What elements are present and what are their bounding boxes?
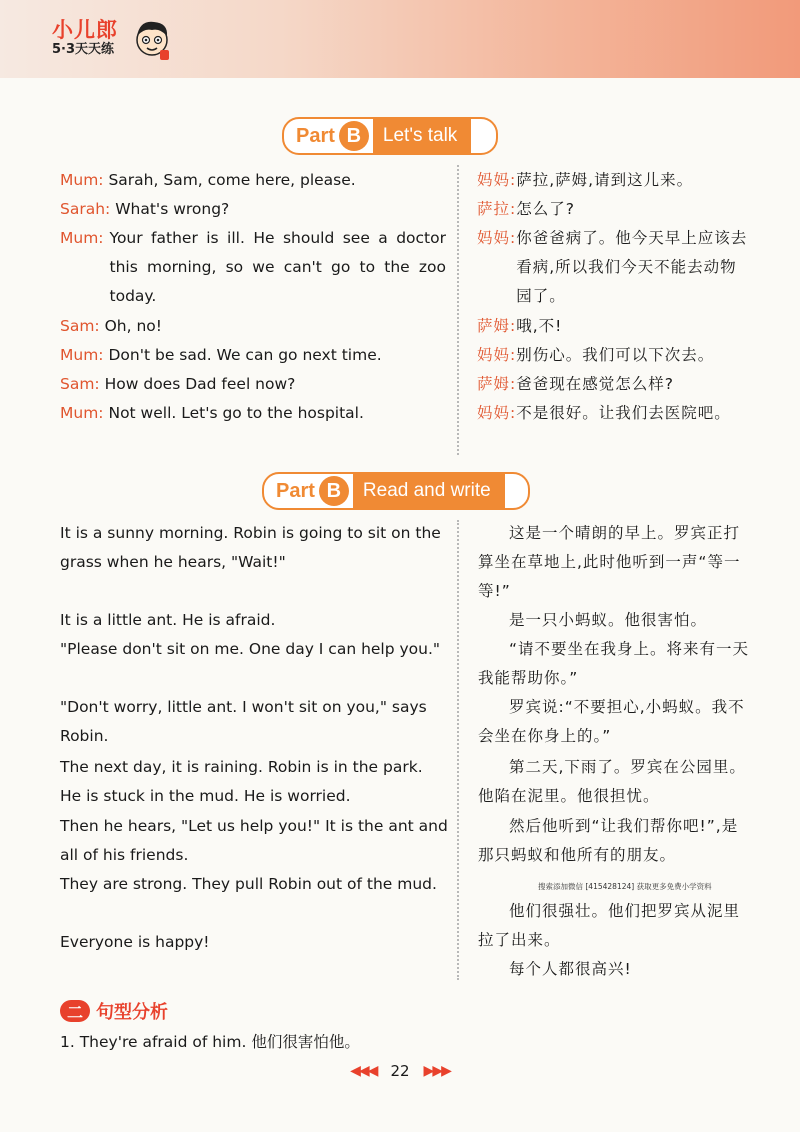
story-paragraph-cn: 是一只小蚂蚁。他很害怕。 (509, 611, 708, 629)
story-paragraph-cn: 然后他听到“让我们帮你吧!”,是那只蚂蚁和他所有的朋友。 (478, 817, 739, 864)
dialogue-line-cn (477, 166, 752, 195)
story-paragraph-cn: 第二天,下雨了。罗宾在公园里。他陷在泥里。他很担忧。 (478, 758, 746, 805)
dialogue-line-cn (477, 341, 752, 370)
story-paragraph: They are strong. They pull Robin out of the mud. (60, 875, 437, 893)
speaker-label: Mum: (60, 229, 104, 247)
speaker-label: Sam: (60, 317, 100, 335)
part-label: Part (276, 479, 315, 502)
speaker-label: Sam: (60, 375, 100, 393)
story-paragraph: It is a little ant. He is afraid. (60, 611, 276, 629)
dialogue-text: 爸爸现在感觉怎么样? (516, 375, 674, 393)
dialogue-line (60, 341, 446, 370)
dialogue-text: 萨拉,萨姆,请到这儿来。 (516, 171, 694, 189)
section-title: Let's talk (373, 119, 471, 153)
speaker-label: Mum: (60, 171, 104, 189)
story-paragraph: "Please don't sit on me. One day I can help you." (60, 640, 441, 658)
story-paragraph-cn: 罗宾说:“不要担心,小蚂蚁。我不会坐在你身上的。” (478, 698, 745, 745)
section-banner-lets-talk (282, 117, 498, 155)
dialogue-line (60, 166, 446, 195)
dialogue-text: Your father is ill. He should see a doctor this morning, so we can't go to the zoo today. (109, 229, 446, 305)
dialogue-text: 哦,不! (516, 317, 563, 335)
dialogue-text: 你爸爸病了。他今天早上应该去看病,所以我们今天不能去动物园了。 (516, 229, 748, 305)
story-paragraph: Everyone is happy! (60, 933, 210, 951)
section-banner-read-and-write (262, 472, 530, 510)
speaker-label: Mum: (60, 404, 104, 422)
dialogue-text: 不是很好。让我们去医院吧。 (516, 404, 731, 422)
story-paragraph-cn: 这是一个晴朗的早上。罗宾正打算坐在草地上,此时他听到一声“等一等!” (478, 524, 741, 600)
story-paragraph-cn: “请不要坐在我身上。将来有一天我能帮助你。” (478, 640, 750, 687)
section-title: Read and write (353, 474, 505, 508)
story-paragraph-cn: 每个人都很高兴! (509, 960, 632, 978)
dialogue-text: 怎么了? (516, 200, 575, 218)
dialogue-text: 别伤心。我们可以下次去。 (516, 346, 715, 364)
story-paragraph: The next day, it is raining. Robin is in the park. He is stuck in the mud. He is worried. (60, 758, 423, 805)
brand-logo (52, 18, 118, 58)
dialogue-line-cn (477, 399, 752, 428)
column-divider (457, 165, 459, 455)
section-number-badge: 二 (60, 1000, 90, 1022)
dialogue-text: Oh, no! (104, 317, 163, 335)
speaker-label: 妈妈: (477, 229, 517, 247)
page-number: 22 (390, 1062, 410, 1080)
dialogue-text: Don't be sad. We can go next time. (108, 346, 382, 364)
part-letter-badge: B (319, 476, 349, 506)
dialogue-line-cn (477, 312, 752, 341)
speaker-label: 妈妈: (477, 346, 517, 364)
dialogue-line (60, 195, 446, 224)
speaker-label: 萨姆: (477, 317, 517, 335)
dialogue-line-cn (477, 224, 752, 311)
dialogue-text: How does Dad feel now? (104, 375, 296, 393)
dialogue-line (60, 312, 446, 341)
analysis-title: 句型分析 (96, 1002, 168, 1023)
page-footer (0, 1062, 800, 1080)
right-arrows-icon: ▶▶▶ (423, 1063, 450, 1079)
speaker-label: 妈妈: (477, 171, 517, 189)
speaker-label: 萨拉: (477, 200, 517, 218)
analysis-item: 1. They're afraid of him. 他们很害怕他。 (60, 1033, 360, 1051)
dialogue-line (60, 224, 446, 311)
speaker-label: 萨姆: (477, 375, 517, 393)
speaker-label: Mum: (60, 346, 104, 364)
dialogue-line-cn (477, 195, 752, 224)
speaker-label: Sarah: (60, 200, 111, 218)
dialogue-line-cn (477, 370, 752, 399)
left-arrows-icon: ◀◀◀ (350, 1063, 377, 1079)
story-paragraph: "Don't worry, little ant. I won't sit on you," says Robin. (60, 698, 427, 745)
mascot-icon (130, 16, 174, 62)
brand-subtitle: 5·3天天练 (52, 42, 115, 57)
watermark-note-text: 搜索添加微信 [415428124] 获取更多免费小学资料 (538, 882, 712, 891)
brand-name: 小儿郎 (52, 18, 118, 42)
speaker-label: 妈妈: (477, 404, 517, 422)
story-paragraph: It is a sunny morning. Robin is going to sit on the grass when he hears, "Wait!" (60, 524, 441, 571)
analysis-heading (60, 998, 168, 1024)
header-band (0, 0, 800, 78)
dialogue-line (60, 370, 446, 399)
story-paragraph-cn: 他们很强壮。他们把罗宾从泥里拉了出来。 (478, 902, 741, 949)
dialogue-line (60, 399, 446, 428)
column-divider (457, 520, 459, 980)
part-label: Part (296, 124, 335, 147)
dialogue-text: Not well. Let's go to the hospital. (108, 404, 364, 422)
dialogue-text: What's wrong? (115, 200, 230, 218)
story-paragraph: Then he hears, "Let us help you!" It is the ant and all of his friends. (60, 817, 448, 864)
dialogue-text: Sarah, Sam, come here, please. (108, 171, 356, 189)
part-letter-badge: B (339, 121, 369, 151)
